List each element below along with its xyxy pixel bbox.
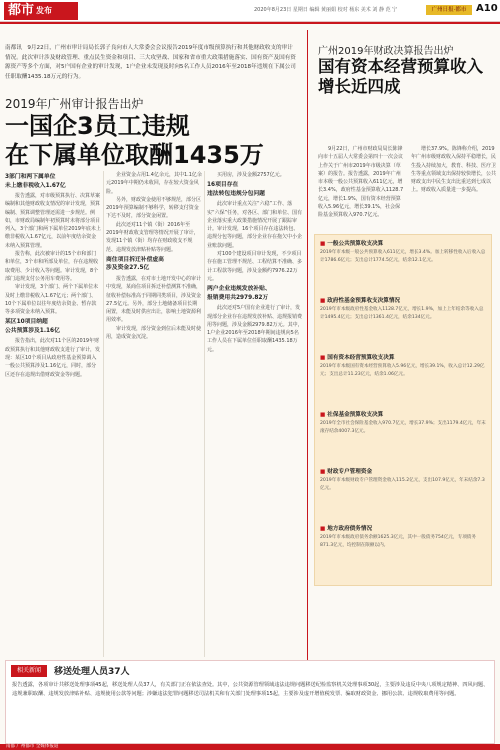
headline-line-2: 在下属单位取酬1435万: [5, 141, 264, 169]
paragraph: 此次审计重点关注“六稳”工作、落实“六保”任务，对各区、部门和单位、国有企业落实重大政策措施情况开展了跟踪审计。审计发现，16个项目存在违法转包、违规分包等问题，部分企业存在拖欠中小企业账款问题。: [207, 201, 303, 249]
paragraph: 企业资金占用1.4亿余元，其中1.1亿余元2019年中期仍未收回，存在较大资金风险。: [106, 172, 202, 195]
paragraph: 9月22日，广州市财政局局长陈锋向市十五届人大常委会第四十一次会议上作关于广州市2019年市级决算（草案）的报告。报告透露，2019年广州市本级一般公共预算收入611亿元，增长3.4%，政府性基金预算收入1128.7亿元，增长1.9%，国有资本经营预算收入5.96亿元，增长39.1%，社会保险基金预算收入970.7亿元。: [318, 146, 404, 219]
paragraph: 此次还对5户国有企业进行了审计，发现部分企业存在违规发放补贴、违规报销费用等问题，涉及金额2979.82万元。其中，1户企业2016年至2018年期间违规向5名工作人员在下属单位任职取酬1435.18万元。: [207, 305, 303, 353]
masthead: [0, 0, 500, 22]
section-label: 2019年广州审计报告出炉: [5, 97, 144, 111]
article-column-2: [106, 171, 202, 657]
issue-meta: 2020年8月23日 星期日 编辑 黄丽娟 校对 杨东 美术 刘 静 范 宁: [254, 7, 398, 13]
column-divider: [204, 171, 205, 657]
bullet-icon: ■: [320, 355, 326, 361]
paragraph: 报告透露，在对市土地开发中心的审计中发现，某商住项目拆迁补偿测算不准确，征收补偿标准高于同期同类项目，涉及资金27.5亿元。另外，部分土地储备项目长期闲置，未能及时供应出让，影响土地资源利用效率。: [106, 275, 202, 324]
bullet-icon: ■: [320, 526, 326, 532]
paragraph: 此次还对11个镇（街）2016年至2019年财政收支管理等情况开展了审计，发现11个镇（街）均存在财政收支不规范、违规发放津贴补贴等问题。: [106, 221, 199, 253]
headline-line-1: 一国企3员工违规: [5, 112, 190, 140]
main-headline: [5, 112, 305, 170]
panel-item: ■ 财政专户管理资金 2019年市本级财政专户管理资金收入115.2亿元，支出107.9亿元，年末结余7.3亿元。: [320, 469, 485, 491]
footer-text: 南都 广州都市 全媒体报道: [6, 744, 59, 749]
related-news-box: [5, 660, 495, 744]
page-number: A10: [476, 3, 498, 14]
lead-paragraph: 南都讯 9月22日，广州市审计局局长郭子良向市人大常委会会议报告2019年度市级预算执行和其他财政收支的审计情况。此次审计涉及财政管理、重点民生资金和项目、三大攻坚战、国家和省市重大政策措施落实、国有资产及国有资源资产等多个方面，对5户国有企业的审计发现，1户企业未发现及时向5名工作人员2016年至2018年违规在下属公司任职取酬1435.18万元的行为。: [5, 45, 296, 80]
related-news-tag: 相关新闻: [11, 665, 47, 677]
subhead: 某区10项目纳超 公共预算涉及1.16亿: [5, 319, 60, 334]
footer-bar: [0, 744, 500, 750]
panel-item: ■ 国有资本经营预算收支决算 2019年市本级国有资本经营预算收入5.96亿元，增长39.1%，收入总计12.29亿元；支出总计11.23亿元，结余1.06亿元。: [320, 355, 485, 377]
panel-item: ■ 政府性基金预算收支决算情况 2019年市本级政府性基金收入1128.7亿元，增长1.9%，加上上年结余等收入总计1495.4亿元；支出总计1361.4亿元，结余134亿元。: [320, 298, 484, 320]
subhead: 16项目存在 违法转包违规分包问题: [207, 182, 265, 197]
paragraph: 另外，财政资金使用不够规范，部分区2019年预算编制不够科学，转移支付资金下达不及时，部分资金闲置。: [106, 196, 202, 220]
bullet-icon: ■: [320, 469, 326, 475]
section-logo: 都市 $^{发布}$: [4, 2, 78, 20]
sidebar-section-label: 广州2019年财政决算报告出炉: [318, 46, 454, 57]
section-badge: 广州日报·都市: [426, 5, 472, 15]
budget-summary-panel: [314, 234, 492, 586]
article-column-3: [207, 171, 303, 657]
related-news-title: 移送处理人员37人: [54, 667, 130, 677]
paragraph: 增长37.9%。陈锋称介绍，2019年广州市级财政收入保持平稳增长，民生投入持续加大，教育、科技、医疗卫生等重点领域支出保持较快增长，公共财政支出中民生支出比重达到七成以上。财政收入质量进一步提高。: [411, 146, 497, 194]
paragraph: 报告指出，此次对11个区的2019年财政预算执行和其他财政收支进行了审计，发现：某区10个项目从政府性基金预算调入一般公共预算涉及1.16亿元，同时，部分区还存在违规出借财政资金等问题。: [5, 338, 101, 378]
related-news-text: 报告透露，各项审计共移送处理事项45起，移送处理人员37人，有关部门正在依法查处。其中，公共资源管理领域违法违规问题移送纪检监察机关处理事项30起，主要涉及违反中央八项规定精神、四风问题、违规兼职取酬、违规发放津贴补贴、违规使用公款等问题；涉嫌违法犯罪问题移送司法机关和有关部门处理事项15起，主要涉及虚开增值税发票、骗取财政资金、挪用公款、违规收取费用等问题。: [12, 682, 489, 697]
sidebar-headline-line-2: 增长近四成: [318, 76, 401, 96]
panel-item: ■ 社保基金预算收支决算 2019年全市社会保险基金收入970.7亿元，增长37.9%；支出1179.4亿元，年末滚存结余4007.3亿元。: [320, 412, 486, 434]
paragraph: 审计发现，部分资金到位后未能及时使用，造成资金沉淀。: [106, 325, 202, 341]
paragraph: 报告透露，对市级预算执行、决算草案编制和其他财政收支情况的审计发现，预算编制、预算调整管理还需进一步规范。例如，市财政局编制年初预算时未将部分项目列入，3个部门和两下属单位2019年底未上缴非税收入1.67亿元，以前年度结余资金未纳入预算管理。: [5, 193, 101, 249]
sidebar-headline-line-1: 国有资本经营预算收入: [318, 57, 483, 76]
panel-item: ■ 一般公共预算收支决算 2019年市本级一般公共预算收入611亿元，增长3.4%。加上转移性收入后收入总计1786.6亿元；支出总计1774.5亿元，结余12.1亿元。: [320, 241, 486, 263]
sidebar-headline: [318, 57, 498, 96]
subhead: 3部门和两下属单位 未上缴非税收入1.67亿: [5, 174, 66, 189]
bullet-icon: ■: [320, 298, 326, 304]
article-column-1: [5, 171, 101, 657]
header-rule: [0, 22, 500, 24]
paragraph: 对100个建设项目审计发现，不少项目存在施工管理不规范、工程结算不准确、多计工程款等问题，涉及金额约7976.22万元。: [207, 251, 303, 282]
paragraph: 买用房，涉及金额2757亿元。: [217, 172, 285, 178]
subhead: 商住项目拆迁补偿虚高 涉及资金27.5亿: [106, 256, 164, 272]
paragraph: 报告称，此次被审计的15个市和部门和单位，3个市和所部及单位，存在违规收取费用、少计收入等问题。审计发现，8个部门违规支付公务用车费用等。: [5, 251, 99, 282]
subhead: 两户企业违规发放补贴、 报销费用共2979.82万: [207, 286, 271, 301]
bullet-icon: ■: [320, 412, 326, 418]
bullet-icon: ■: [320, 241, 326, 247]
panel-item: ■ 地方政府债务情况 2019年市本级政府债务余额1625.3亿元，其中一般债务754亿元，专项债务871.3亿元，均控制在限额以内。: [320, 526, 476, 548]
paragraph: 审计发现，3个部门、两个下属单位未及时上缴非税收入1.67亿元；两个部门、10个下属单位以往年度结余资金、暂存款等多项资金未纳入预算。: [5, 284, 99, 316]
column-divider: [103, 171, 104, 657]
